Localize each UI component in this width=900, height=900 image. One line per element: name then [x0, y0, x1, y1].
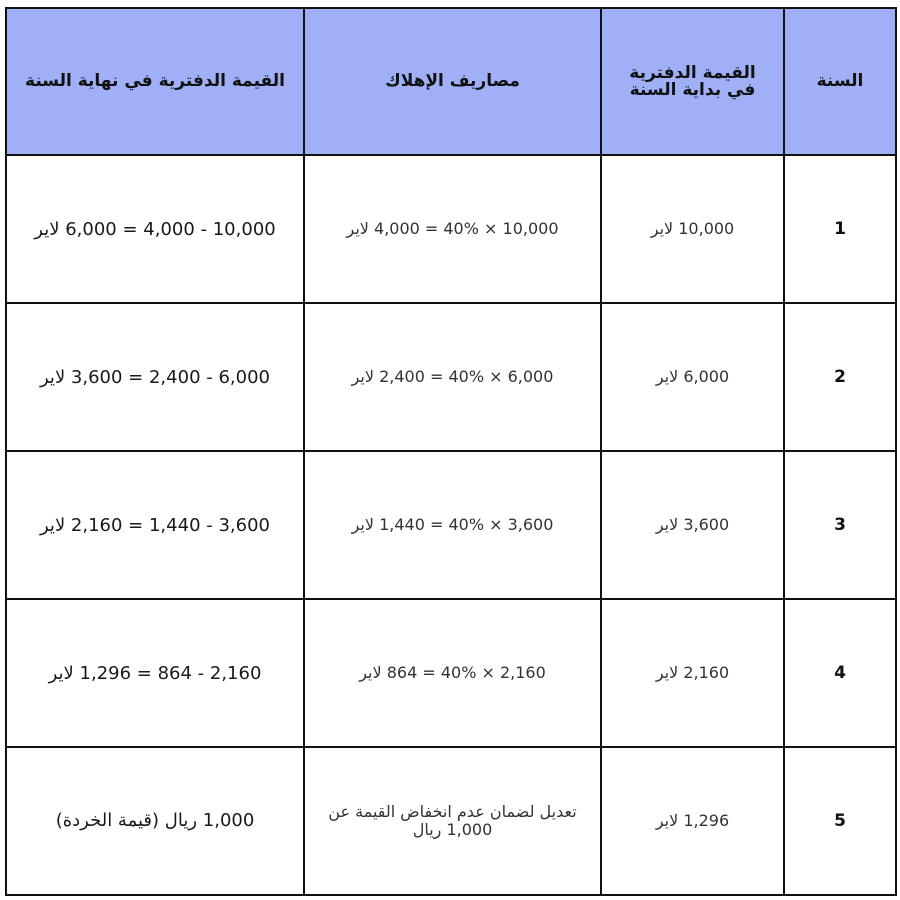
depreciation-cell: ريال 4,000 = 40% × 10,000: [304, 155, 601, 303]
table-row: [6, 747, 896, 895]
begin-value-cell: ريال 10,000: [601, 155, 784, 303]
year-cell: 2: [784, 303, 896, 451]
end-value-cell: ريال 6,000 = 4,000 - 10,000: [6, 155, 304, 303]
end-value-cell: ريال 2,160 = 1,440 - 3,600: [6, 451, 304, 599]
depreciation-cell: تعديل لضمان عدم انخفاض القيمة عن 1,000 ريال: [304, 747, 601, 895]
depreciation-cell: ريال 2,400 = 40% × 6,000: [304, 303, 601, 451]
header-year: السنة: [784, 8, 896, 155]
depreciation-table: [5, 7, 897, 896]
end-value-cell: ريال 3,600 = 2,400 - 6,000: [6, 303, 304, 451]
begin-value-cell: ريال 1,296: [601, 747, 784, 895]
end-value-cell: 1,000 ريال (قيمة الخردة): [6, 747, 304, 895]
table-row: [6, 451, 896, 599]
depreciation-cell: ريال 1,440 = 40% × 3,600: [304, 451, 601, 599]
begin-value-cell: ريال 6,000: [601, 303, 784, 451]
header-end-value: القيمة الدفترية في نهاية السنة: [6, 8, 304, 155]
year-cell: 4: [784, 599, 896, 747]
depreciation-cell: ريال 864 = 40% × 2,160: [304, 599, 601, 747]
header-depreciation: مصاريف الإهلاك: [304, 8, 601, 155]
header-begin-value: القيمة الدفترية في بداية السنة: [601, 8, 784, 155]
table-row: [6, 155, 896, 303]
begin-value-cell: ريال 2,160: [601, 599, 784, 747]
table-row: [6, 303, 896, 451]
year-cell: 1: [784, 155, 896, 303]
table-row: [6, 599, 896, 747]
year-cell: 3: [784, 451, 896, 599]
header-row: [6, 8, 896, 155]
end-value-cell: ريال 1,296 = 864 - 2,160: [6, 599, 304, 747]
year-cell: 5: [784, 747, 896, 895]
begin-value-cell: ريال 3,600: [601, 451, 784, 599]
